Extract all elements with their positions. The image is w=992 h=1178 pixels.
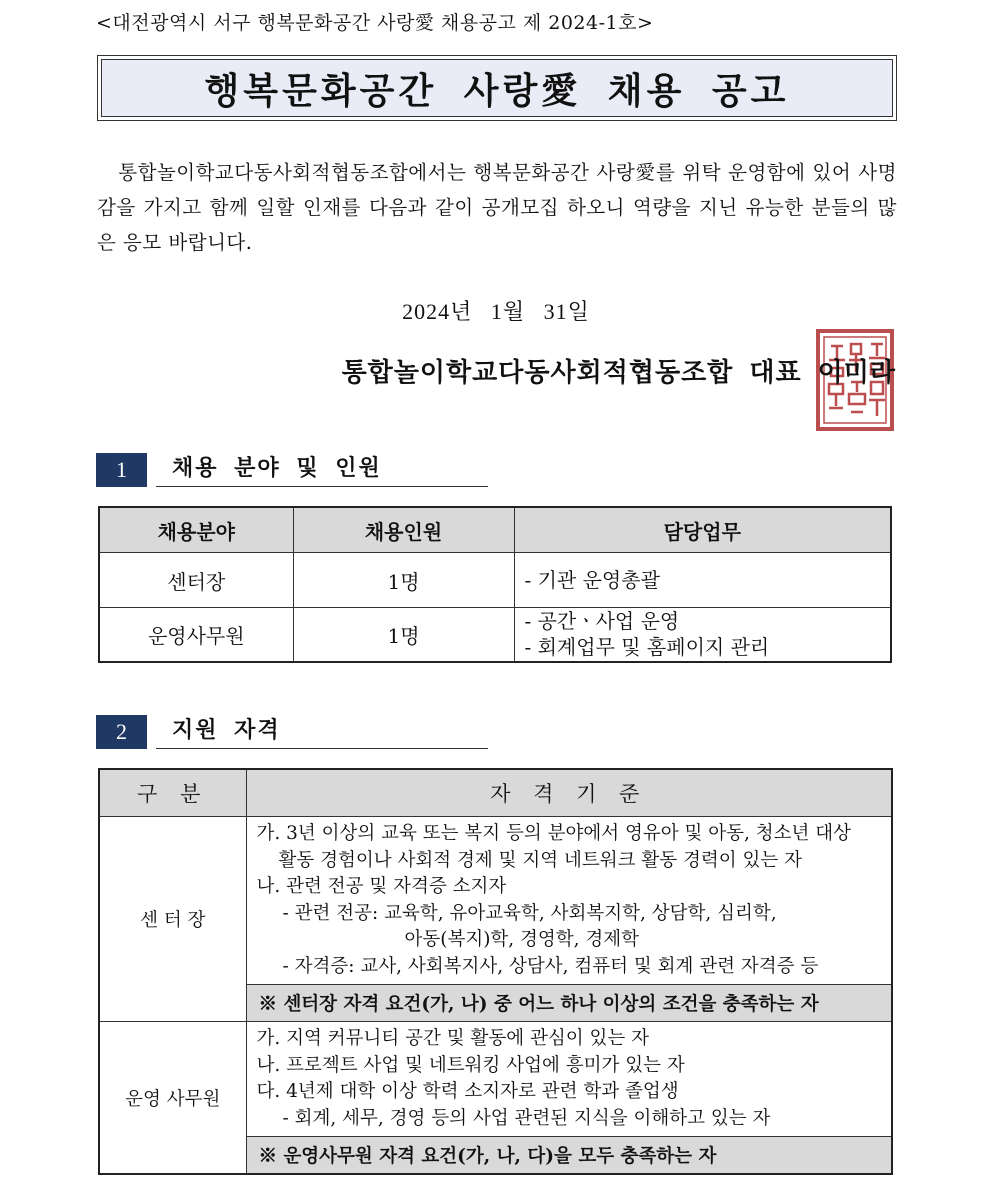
intro-paragraph: [97, 155, 897, 260]
org-signature: 통합놀이학교다동사회적협동조합 대표 이미라: [341, 358, 896, 388]
table-header-row: [99, 769, 892, 817]
duty-line: - 공간ㆍ사업 운영: [524, 609, 680, 634]
criteria-line: 활동 경험이나 사회적 경제 및 지역 네트워크 활동 경력이 있는 자: [278, 849, 802, 871]
duty-line: - 기관 운영총괄: [524, 568, 660, 592]
section-2-number: 2: [96, 715, 147, 749]
recruitment-table: [98, 506, 892, 663]
field-cell: 센터장: [99, 553, 293, 608]
title-box: [97, 55, 897, 121]
table-header-row: [99, 507, 891, 553]
section-1-title: 채용 분야 및 인원: [156, 453, 488, 487]
criteria-line: 나. 프로젝트 사업 및 네트워킹 사업에 흥미가 있는 자: [256, 1054, 685, 1076]
header-count: 채용인원: [293, 507, 514, 553]
category-office-staff: 운영 사무원: [99, 1022, 246, 1175]
criteria-line: 나. 관련 전공 및 자격증 소지자: [256, 876, 507, 897]
header-criteria: 자 격 기 준: [246, 769, 892, 817]
page-title: 행복문화공간 사랑愛 채용 공고: [101, 59, 893, 117]
criteria-center-director: [246, 817, 892, 985]
criteria-line: 가. 3년 이상의 교육 또는 복지 등의 분야에서 영유아 및 아동, 청소년 대상: [256, 823, 851, 844]
qualification-table: [98, 768, 893, 1175]
criteria-line: 다. 4년제 대학 이상 학력 소지자로 관련 학과 졸업생: [256, 1081, 679, 1102]
field-cell: 운영사무원: [99, 608, 293, 662]
criteria-line: - 회계, 세무, 경영 등의 사업 관련된 지식을 이해하고 있는 자: [282, 1107, 771, 1129]
notice-number: <대전광역시 서구 행복문화공간 사랑愛 채용공고 제 2024-1호>: [96, 12, 654, 34]
duty-line: - 회계업무 및 홈페이지 관리: [524, 635, 770, 660]
criteria-line: - 관련 전공: 교육학, 유아교육학, 사회복지학, 상담학, 심리학,: [282, 902, 777, 924]
table-row: [99, 608, 891, 662]
criteria-office-staff: [246, 1022, 892, 1137]
table-row: [99, 553, 891, 608]
category-center-director: 센 터 장: [99, 817, 246, 1022]
section-1-number: 1: [96, 453, 147, 487]
criteria-line: - 자격증: 교사, 사회복지사, 상담사, 컴퓨터 및 회계 관련 자격증 등: [282, 955, 819, 977]
intro-text: 통합놀이학교다동사회적협동조합에서는 행복문화공간 사랑愛를 위탁 운영함에 있어 사명감을 가지고 함께 일할 인재를 다음과 같이 공개모집 하오니 역량을 지닌 유능한 분들의 많은 응모 바랍니다.: [97, 161, 897, 254]
header-category: 구 분: [99, 769, 246, 817]
duties-cell: [514, 608, 891, 662]
header-duties: 담당업무: [514, 507, 891, 553]
section-2-title: 지원 자격: [156, 715, 488, 749]
count-cell: 1명: [293, 553, 514, 608]
count-cell: 1명: [293, 608, 514, 662]
criteria-line: 가. 지역 커뮤니티 공간 및 활동에 관심이 있는 자: [256, 1028, 649, 1049]
criteria-line: 아동(복지)학, 경영학, 경제학: [404, 929, 640, 950]
duties-cell: [514, 553, 891, 608]
header-field: 채용분야: [99, 507, 293, 553]
center-director-note: ※ 센터장 자격 요건(가, 나) 중 어느 하나 이상의 조건을 충족하는 자: [246, 985, 892, 1022]
office-staff-note: ※ 운영사무원 자격 요건(가, 나, 다)을 모두 충족하는 자: [246, 1137, 892, 1175]
table-row: [99, 817, 892, 985]
announcement-date: 2024년 1월 31일: [402, 299, 590, 324]
table-row: [99, 1022, 892, 1137]
